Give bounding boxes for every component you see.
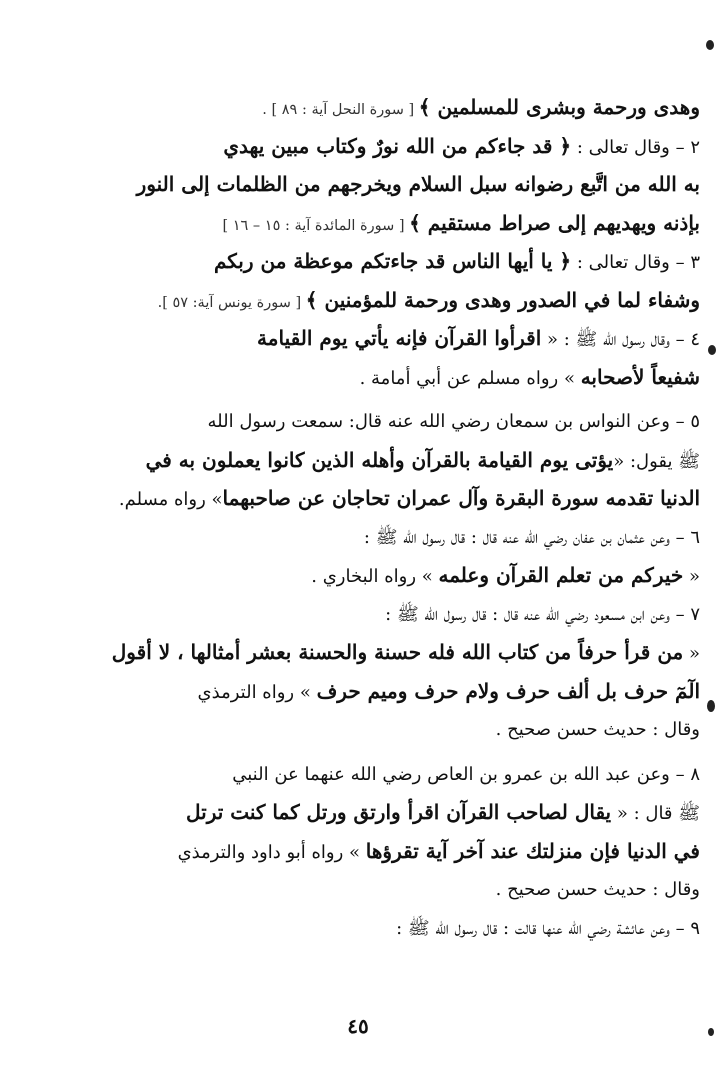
line-5: [78, 242, 700, 281]
scan-speck: [706, 40, 714, 50]
narration-note: » رواه أبو داود والترمذي: [177, 841, 366, 863]
hadith-text: خيركم من تعلم القرآن وعلمه: [438, 563, 684, 587]
plain-text: ٨ – وعن عبد الله بن عمرو بن العاص رضي الله عنهما عن النبي: [232, 763, 700, 785]
plain-text: «: [683, 643, 700, 664]
quran-reference: [ سورة المائدة آية : ١٥ – ١٦ ]: [222, 217, 410, 234]
line-12: [78, 518, 700, 557]
narration-note: » رواه البخاري .: [311, 566, 439, 587]
plain-text: ٣ – وقال تعالى :: [571, 252, 700, 273]
quran-reference: [ سورة النحل آية : ٨٩ ] .: [262, 102, 419, 118]
line-21: [78, 870, 700, 909]
plain-text: ٩ – وعن عائشة رضي الله عنها قالت : قال رسول الله ﷺ :: [396, 917, 700, 939]
line-16: [78, 672, 700, 711]
narration-note: » رواه مسلم عن أبي أمامة .: [359, 367, 581, 389]
verse-text: ﴿ يا أيها الناس قد جاءتكم موعظة من ربكم: [213, 249, 572, 273]
line-11: [78, 479, 700, 518]
line-19: [78, 793, 700, 832]
plain-text: ٧ – وعن ابن مسعود رضي الله عنه قال : قال رسول الله ﷺ :: [385, 603, 700, 625]
scan-speck: [708, 1028, 714, 1036]
plain-text: ٦ – وعن عثمان بن عفان رضي الله عنه قال : قال رسول الله ﷺ :: [363, 526, 700, 548]
line-3: [78, 165, 700, 204]
narration-note: » رواه الترمذي: [197, 681, 317, 703]
verse-text: بإذنه ويهديهم إلى صراط مستقيم ﴾: [409, 210, 700, 235]
scan-speck: [708, 345, 716, 355]
plain-text: ﷺ قال : «: [611, 803, 700, 824]
verse-text: به الله من اتَّبع رضوانه سبل السلام ويخرجهم من الظلمات إلى النور: [136, 172, 700, 196]
hadith-text: الٓمٓ حرف بل ألف حرف ولام حرف وميم حرف: [316, 678, 700, 703]
line-22: [78, 909, 700, 948]
plain-text: ٥ – وعن النواس بن سمعان رضي الله عنه قال: سمعت رسول الله: [207, 411, 700, 432]
plain-text: وقال : حديث حسن صحيح .: [495, 719, 700, 740]
page-number: ٤٥: [347, 1014, 369, 1038]
plain-text: ٢ – وقال تعالى :: [571, 136, 700, 158]
hadith-text: من قرأ حرفاً من كتاب الله فله حسنة والحسنة بعشر أمثالها ، لا أقول: [111, 640, 684, 664]
verse-text: ﴿ قد جاءكم من الله نورٌ وكتاب مبين يهدي: [223, 133, 572, 158]
plain-text: وقال : حديث حسن صحيح .: [495, 879, 700, 900]
hadith-text: يقال لصاحب القرآن اقرأ وارتق ورتل كما كنت ترتل: [185, 800, 612, 824]
scan-speck: [707, 700, 715, 712]
line-17: [78, 710, 700, 749]
verse-text: وشفاء لما في الصدور وهدى ورحمة للمؤمنين ﴾: [305, 287, 700, 312]
hadith-text: اقرأوا القرآن فإنه يأتي يوم القيامة: [257, 326, 542, 350]
hadith-text: في الدنيا فإن منزلتك عند آخر آية تقرؤها: [365, 838, 700, 863]
line-1: [78, 88, 700, 127]
line-13: [78, 556, 700, 595]
narration-note: » رواه مسلم.: [118, 489, 223, 510]
line-15: [78, 633, 700, 672]
line-10: [78, 441, 700, 480]
plain-text: «: [683, 566, 700, 587]
quran-reference: [ سورة يونس آية: ٥٧ ].: [157, 294, 306, 311]
line-14: [78, 595, 700, 634]
line-9: [78, 402, 700, 441]
line-20: [78, 832, 700, 871]
plain-text: ﷺ يقول: «: [613, 450, 700, 472]
hadith-text: يؤتى يوم القيامة بالقرآن وأهله الذين كانوا يعملون به في: [145, 447, 614, 472]
line-8: [78, 358, 700, 397]
line-2: [78, 127, 700, 166]
verse-text: وهدى ورحمة وبشرى للمسلمين ﴾: [418, 95, 700, 119]
hadith-text: الدنيا تقدمه سورة البقرة وآل عمران تحاجان عن صاحبهما: [222, 486, 700, 510]
line-7: [78, 319, 700, 358]
hadith-text: شفيعاً لأصحابه: [580, 364, 700, 389]
line-18: [78, 755, 700, 794]
page-body: [78, 88, 700, 947]
plain-text: ٤ – وقال رسول الله ﷺ : «: [541, 329, 700, 350]
line-4: [78, 204, 700, 243]
line-6: [78, 281, 700, 320]
